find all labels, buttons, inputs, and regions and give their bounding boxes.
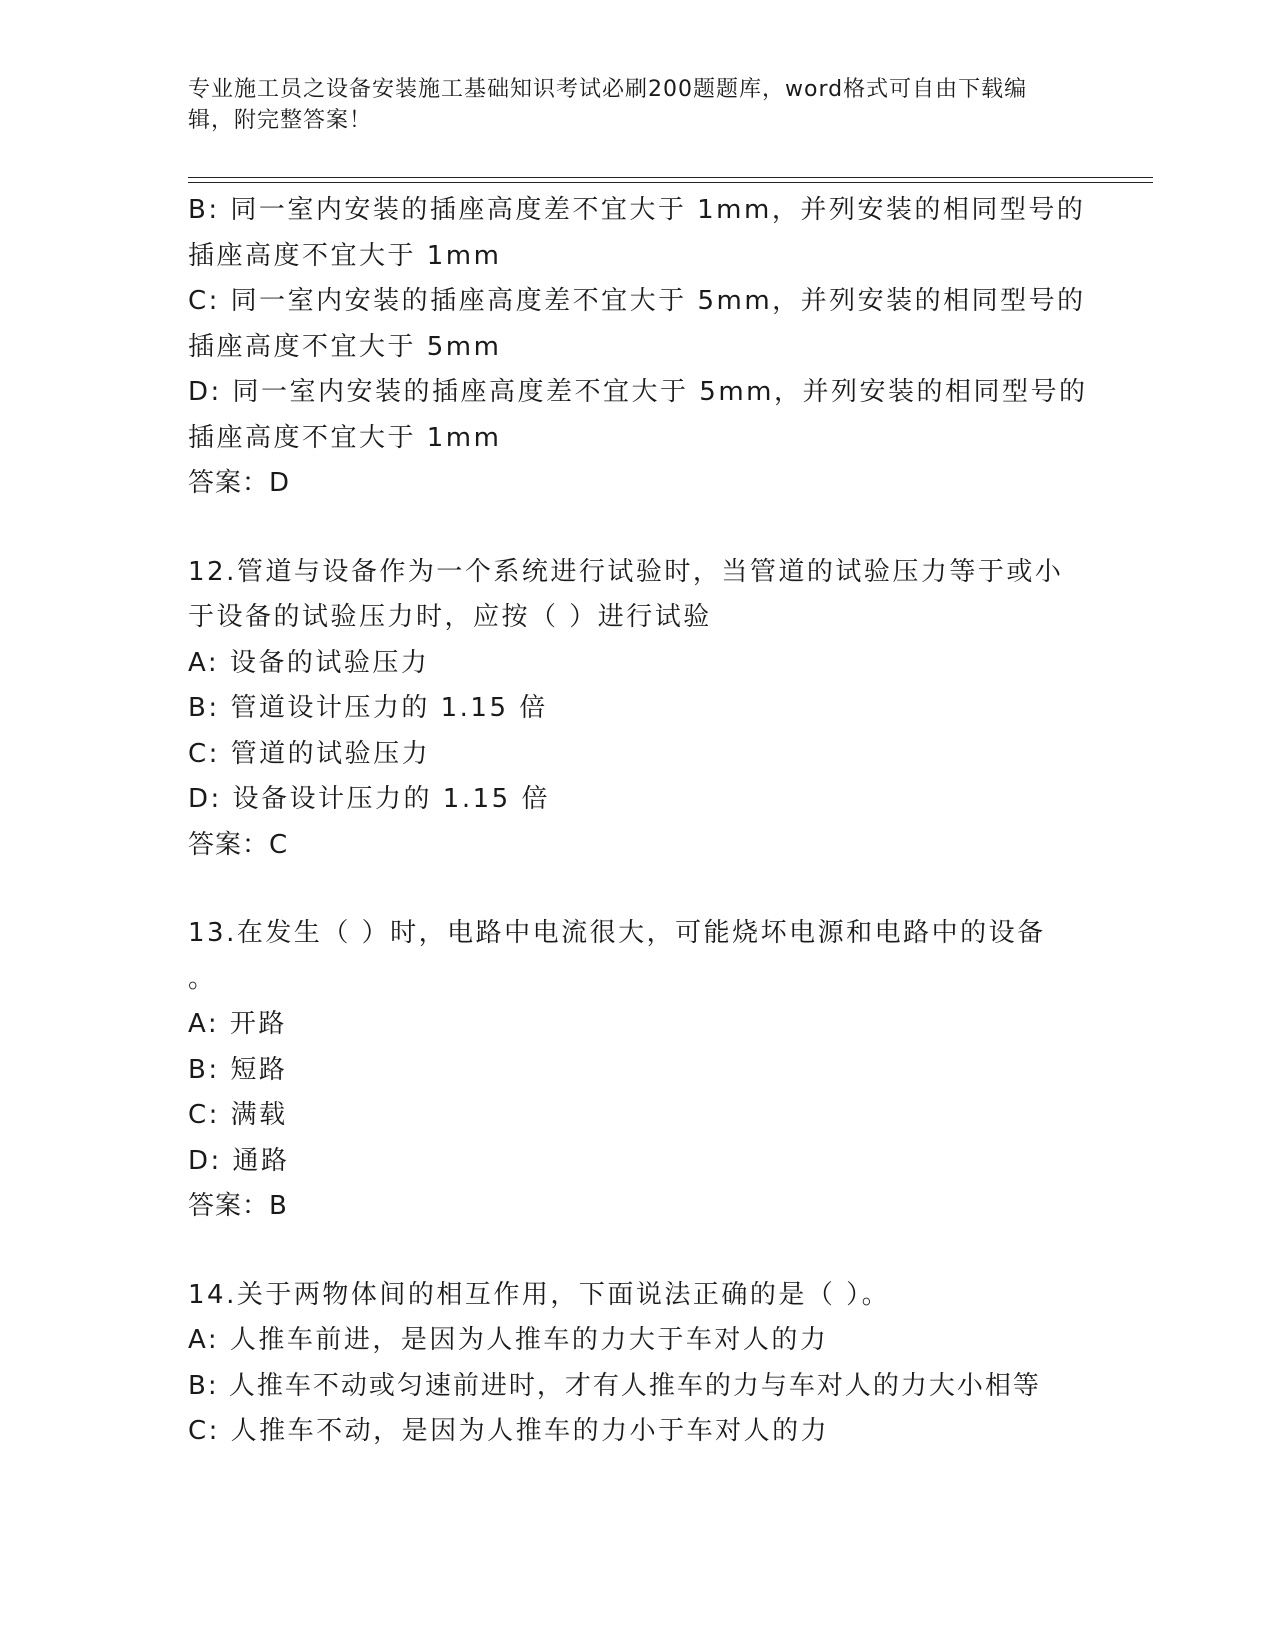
answer-line: 答案：B bbox=[188, 1191, 288, 1221]
option-c: C: 满载 bbox=[188, 1100, 288, 1130]
option-a: A: 设备的试验压力 bbox=[188, 647, 430, 678]
option-d: D: 通路 bbox=[188, 1145, 290, 1176]
option-a: A: 开路 bbox=[188, 1009, 287, 1039]
option-line: 插座高度不宜大于 1mm bbox=[188, 422, 502, 453]
question-11-continued bbox=[188, 188, 1088, 507]
header-divider-top bbox=[188, 177, 1153, 178]
question-14 bbox=[188, 1273, 1088, 1455]
question-stem: 12.管道与设备作为一个系统进行试验时，当管道的试验压力等于或小 bbox=[188, 556, 1064, 587]
document-body bbox=[188, 188, 1088, 1455]
option-line: D: 同一室内安装的插座高度差不宜大于 5mm，并列安装的相同型号的 bbox=[188, 377, 1088, 407]
option-b: B: 人推车不动或匀速前进时，才有人推车的力与车对人的力大小相等 bbox=[188, 1370, 1041, 1401]
spacer bbox=[188, 1230, 1088, 1273]
option-line: 插座高度不宜大于 1mm bbox=[188, 240, 502, 271]
option-b: B: 管道设计压力的 1.15 倍 bbox=[188, 693, 548, 723]
spacer bbox=[188, 868, 1088, 911]
option-c: C: 管道的试验压力 bbox=[188, 738, 431, 769]
option-d: D: 设备设计压力的 1.15 倍 bbox=[188, 784, 550, 814]
answer-line: 答案：D bbox=[188, 468, 291, 498]
question-13 bbox=[188, 911, 1088, 1230]
document-header: 专业施工员之设备安装施工基础知识考试必刷200题题库，word格式可自由下载编辑，附完整答案！ bbox=[188, 77, 1028, 133]
answer-line: 答案：C bbox=[188, 829, 289, 860]
question-stem: 13.在发生（ ）时，电路中电流很大，可能烧坏电源和电路中的设备 bbox=[188, 918, 1046, 948]
option-line: B: 同一室内安装的插座高度差不宜大于 1mm，并列安装的相同型号的 bbox=[188, 195, 1086, 225]
option-line: 插座高度不宜大于 5mm bbox=[188, 331, 502, 362]
header-divider-bottom bbox=[188, 182, 1153, 183]
question-stem: 。 bbox=[188, 963, 217, 994]
option-b: B: 短路 bbox=[188, 1054, 288, 1085]
question-stem: 于设备的试验压力时，应按（ ）进行试验 bbox=[188, 602, 712, 632]
option-c: C: 人推车不动，是因为人推车的力小于车对人的力 bbox=[188, 1416, 830, 1446]
option-a: A: 人推车前进，是因为人推车的力大于车对人的力 bbox=[188, 1325, 829, 1355]
question-stem: 14.关于两物体间的相互作用，下面说法正确的是（ ）。 bbox=[188, 1279, 891, 1310]
question-12 bbox=[188, 550, 1088, 869]
option-line: C: 同一室内安装的插座高度差不宜大于 5mm，并列安装的相同型号的 bbox=[188, 286, 1086, 316]
spacer bbox=[188, 507, 1088, 550]
